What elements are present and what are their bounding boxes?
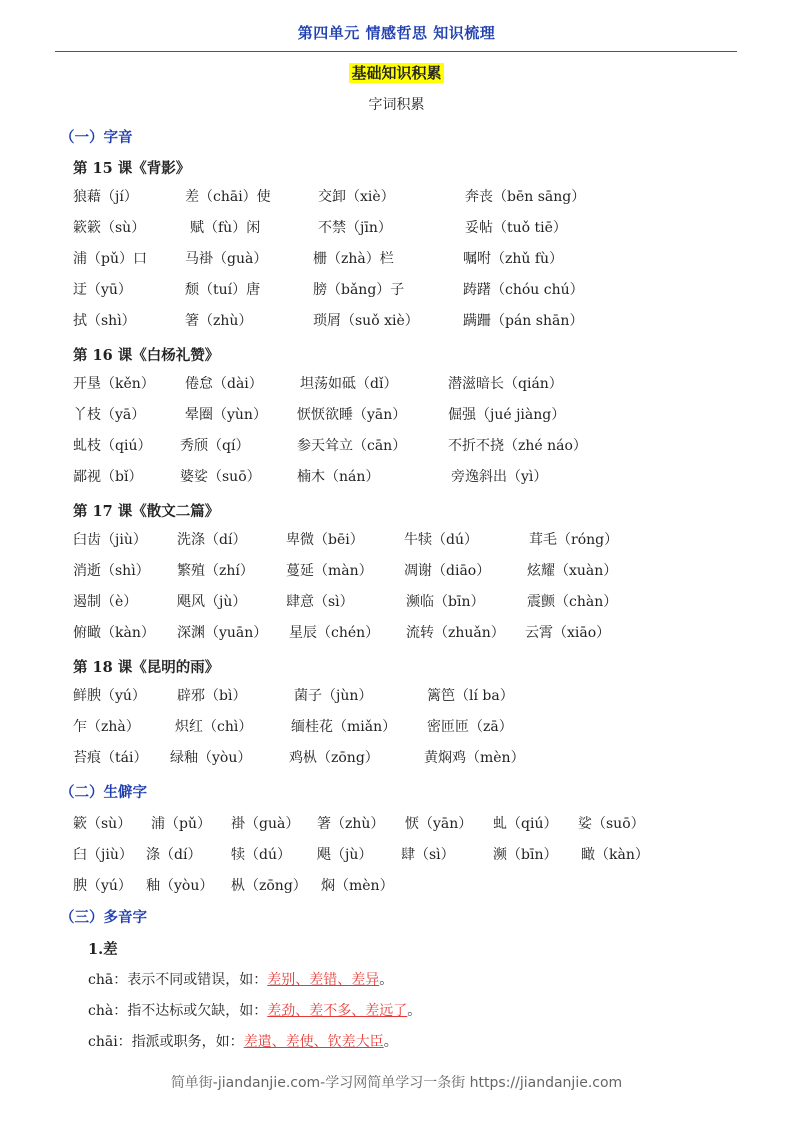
word-item: 繁殖（zhí）: [177, 563, 254, 579]
word-item: 缅桂花（miǎn）: [291, 719, 397, 735]
word-item: 拭（shì）: [73, 313, 136, 329]
word-row: [73, 404, 753, 426]
word-item: 嘱咐（zhǔ fù）: [463, 251, 564, 267]
section-pronunciation: （一）字音: [60, 130, 133, 146]
page-footer-watermark: 简单街-jiandanjie.com-学习网简单学习一条街 https://jiandanjie.com: [170, 1075, 623, 1091]
polyphonic-examples: 差劲、差不多、差远了: [267, 1003, 408, 1019]
word-item: 狼藉（jí）: [73, 189, 138, 205]
word-row: [73, 622, 753, 644]
word-item: 奔丧（bēn sāng）: [465, 189, 586, 205]
word-item: 茸毛（róng）: [529, 532, 619, 548]
section-polyphonic: （三）多音字: [60, 910, 147, 926]
polyphonic-heading: 1.差: [88, 941, 118, 958]
header-divider: [55, 51, 737, 52]
word-row: [73, 685, 753, 707]
word-item: 鄙视（bǐ）: [73, 469, 143, 485]
punctuation: 。: [383, 1034, 398, 1050]
word-item: 辟邪（bì）: [177, 688, 247, 704]
word-row: [73, 529, 753, 551]
word-item: 不折不挠（zhé náo）: [448, 438, 587, 454]
word-row: [73, 747, 753, 769]
word-item: 娑（suō）: [578, 816, 645, 832]
word-item: 赋（fù）闲: [190, 220, 261, 236]
word-item: 膀（bǎng）子: [313, 282, 405, 298]
word-item: 秀颀（qí）: [180, 438, 250, 454]
word-item: 遏制（è）: [73, 594, 138, 610]
word-item: 黄焖鸡（mèn）: [424, 750, 525, 766]
word-item: 密匝匝（zā）: [427, 719, 513, 735]
word-row: [73, 248, 753, 270]
word-item: 绿釉（yòu）: [170, 750, 252, 766]
word-item: 深渊（yuān）: [177, 625, 268, 641]
word-item: 倔强（jué jiàng）: [448, 407, 566, 423]
word-row: [73, 716, 753, 738]
word-item: 倦怠（dài）: [185, 376, 263, 392]
word-item: 交卸（xiè）: [318, 189, 395, 205]
word-row: [73, 310, 753, 332]
page-title: 基础知识积累: [351, 64, 442, 82]
word-item: 乍（zhà）: [73, 719, 140, 735]
polyphonic-examples: 差别、差错、差异: [267, 972, 380, 988]
word-item: 牛犊（dú）: [404, 532, 478, 548]
word-item: 腴（yú）: [73, 878, 132, 894]
word-item: 凋谢（diāo）: [404, 563, 491, 579]
word-item: 肆（sì）: [401, 847, 455, 863]
polyphonic-definition: chā：表示不同或错误，如：: [88, 972, 268, 988]
word-item: 臼（jiù）: [73, 847, 133, 863]
word-item: 颓（tuí）唐: [185, 282, 261, 298]
punctuation: 。: [379, 972, 394, 988]
word-item: 流转（zhuǎn）: [406, 625, 505, 641]
word-item: 苔痕（tái）: [73, 750, 148, 766]
word-row: [73, 435, 753, 457]
lesson-17-title: 第 17 课《散文二篇》: [73, 503, 220, 520]
word-item: 坦荡如砥（dǐ）: [300, 376, 398, 392]
word-item: 震颤（chàn）: [527, 594, 618, 610]
polyphonic-definition: chà：指不达标或欠缺，如：: [88, 1003, 268, 1019]
word-item: 釉（yòu）: [146, 878, 214, 894]
word-item: 犊（dú）: [231, 847, 291, 863]
word-row: [73, 813, 753, 835]
word-row: [73, 560, 753, 582]
word-item: 箸（zhù）: [185, 313, 253, 329]
word-item: 飓风（jù）: [177, 594, 247, 610]
polyphonic-line: [88, 1000, 421, 1020]
word-item: 蔓延（màn）: [286, 563, 373, 579]
word-row: [73, 279, 753, 301]
word-row: [73, 217, 753, 239]
word-item: 恹（yān）: [405, 816, 473, 832]
word-item: 浦（pǔ）: [151, 816, 211, 832]
word-item: 簌簌（sù）: [73, 220, 146, 236]
word-item: 炫耀（xuàn）: [527, 563, 618, 579]
word-item: 褂（guà）: [231, 816, 300, 832]
word-item: 鸡枞（zōng）: [289, 750, 379, 766]
word-item: 栅（zhà）栏: [313, 251, 394, 267]
polyphonic-examples: 差遣、差使、钦差大臣: [243, 1034, 384, 1050]
page-header: 第四单元 情感哲思 知识梳理: [297, 24, 496, 42]
word-row: [73, 373, 753, 395]
word-row: [73, 466, 753, 488]
word-item: 炽红（chì）: [175, 719, 253, 735]
word-item: 卑微（bēi）: [286, 532, 364, 548]
word-item: 丫枝（yā）: [73, 407, 146, 423]
word-row: [73, 875, 753, 897]
word-item: 潜滋暗长（qián）: [448, 376, 563, 392]
word-item: 云霄（xiāo）: [525, 625, 611, 641]
word-item: 消逝（shì）: [73, 563, 150, 579]
word-item: 虬（qiú）: [493, 816, 558, 832]
word-item: 马褂（guà）: [185, 251, 268, 267]
word-item: 开垦（kěn）: [73, 376, 155, 392]
word-item: 旁逸斜出（yì）: [451, 469, 548, 485]
polyphonic-definition: chāi：指派或职务，如：: [88, 1034, 244, 1050]
title-wrap: [0, 62, 793, 83]
word-item: 星辰（chén）: [289, 625, 380, 641]
word-row: [73, 591, 753, 613]
word-item: 洗涤（dí）: [177, 532, 247, 548]
word-item: 飓（jù）: [317, 847, 373, 863]
lesson-16-title: 第 16 课《白杨礼赞》: [73, 347, 220, 364]
word-item: 篱笆（lí ba）: [427, 688, 514, 704]
word-row: [73, 844, 753, 866]
word-item: 瞰（kàn）: [581, 847, 649, 863]
word-item: 菌子（jùn）: [294, 688, 373, 704]
word-row: [73, 186, 753, 208]
word-item: 参天耸立（cān）: [297, 438, 407, 454]
word-item: 肆意（sì）: [286, 594, 354, 610]
word-item: 恹恹欲睡（yān）: [297, 407, 407, 423]
word-item: 婆娑（suō）: [180, 469, 261, 485]
word-item: 晕圈（yùn）: [185, 407, 267, 423]
lesson-18-title: 第 18 课《昆明的雨》: [73, 659, 220, 676]
word-item: 簌（sù）: [73, 816, 132, 832]
word-item: 臼齿（jiù）: [73, 532, 147, 548]
punctuation: 。: [407, 1003, 422, 1019]
word-item: 差（chāi）使: [185, 189, 271, 205]
word-item: 不禁（jīn）: [318, 220, 392, 236]
polyphonic-line: [88, 1031, 398, 1051]
word-item: 濒（bīn）: [493, 847, 558, 863]
word-item: 妥帖（tuǒ tiē）: [465, 220, 567, 236]
word-item: 鲜腴（yú）: [73, 688, 146, 704]
lesson-15-title: 第 15 课《背影》: [73, 160, 191, 177]
word-item: 琐屑（suǒ xiè）: [313, 313, 419, 329]
word-item: 浦（pǔ）口: [73, 251, 147, 267]
section-rare-characters: （二）生僻字: [60, 785, 147, 801]
polyphonic-line: [88, 969, 393, 989]
word-item: 踌躇（chóu chú）: [463, 282, 584, 298]
word-item: 楠木（nán）: [297, 469, 380, 485]
word-item: 俯瞰（kàn）: [73, 625, 155, 641]
page-subtitle: 字词积累: [368, 97, 425, 113]
word-item: 焖（mèn）: [321, 878, 394, 894]
word-item: 濒临（bīn）: [406, 594, 485, 610]
word-item: 蹒跚（pán shān）: [463, 313, 584, 329]
word-item: 虬枝（qiú）: [73, 438, 152, 454]
word-item: 箸（zhù）: [317, 816, 385, 832]
word-item: 涤（dí）: [146, 847, 202, 863]
word-item: 迂（yū）: [73, 282, 132, 298]
word-item: 枞（zōng）: [231, 878, 307, 894]
